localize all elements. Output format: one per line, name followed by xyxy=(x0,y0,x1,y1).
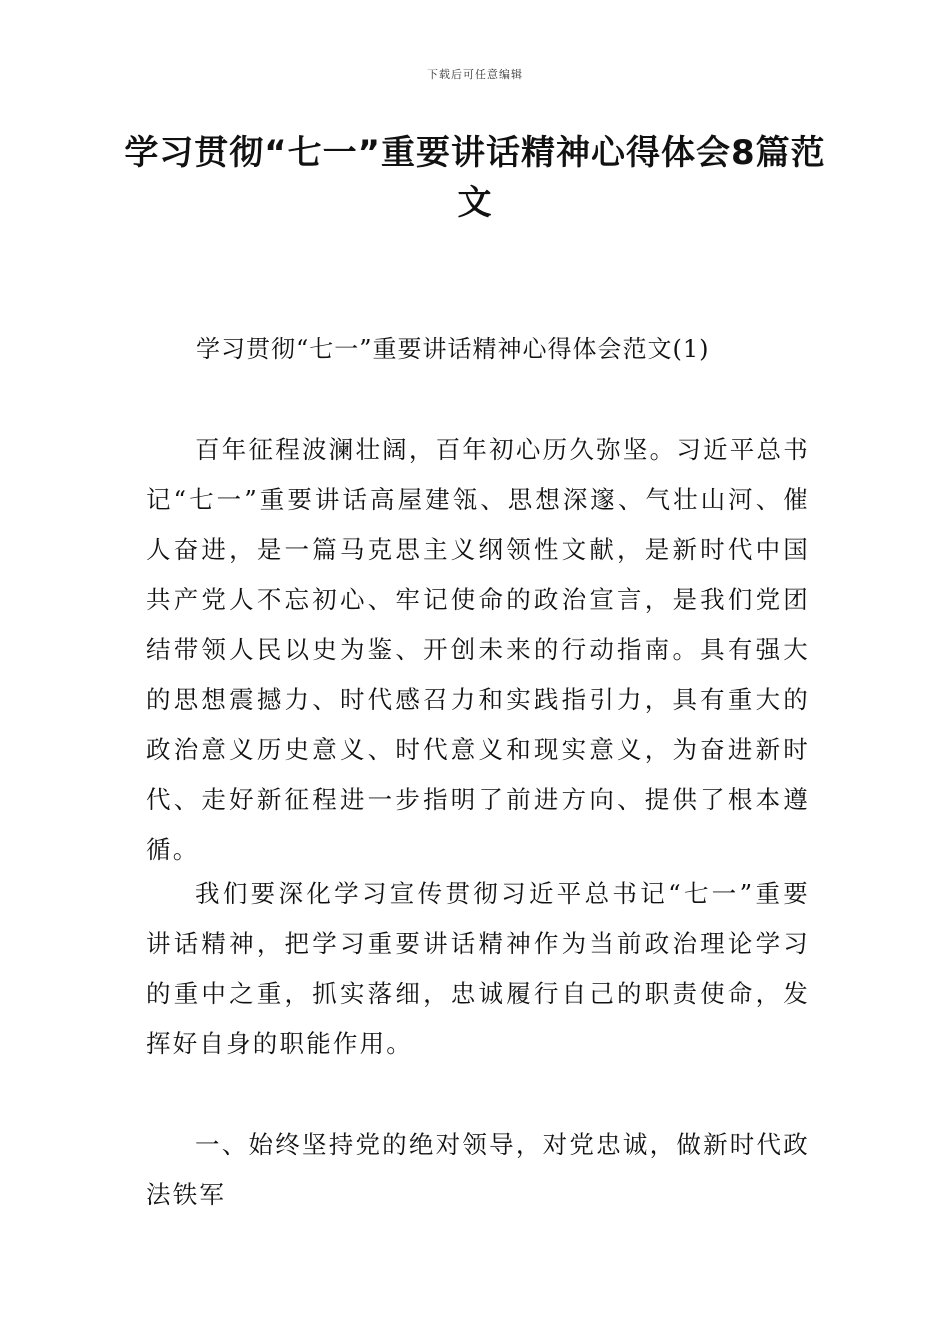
document-title: 学习贯彻“七一”重要讲话精神心得体会8篇范文 xyxy=(124,133,826,223)
header-note: 下载后可任意编辑 xyxy=(427,68,523,81)
body-paragraph-3: 一、始终坚持党的绝对领导，对党忠诚，做新时代政法铁军 xyxy=(146,1130,810,1209)
section-heading: 学习贯彻“七一”重要讲话精神心得体会范文(1) xyxy=(196,335,710,363)
body-paragraph-2: 我们要深化学习宣传贯彻习近平总书记“七一”重要讲话精神，把学习重要讲话精神作为当前政治理论学习的重中之重，抓实落细，忠诚履行自己的职责使命，发挥好自身的职能作用。 xyxy=(146,879,810,1058)
body-paragraph-1: 百年征程波澜壮阔，百年初心历久弥坚。习近平总书记“七一”重要讲话高屋建瓴、思想深邃、气壮山河、催人奋进，是一篇马克思主义纲领性文献，是新时代中国共产党人不忘初心、牢记使命的政治宣言，是我们党团结带领人民以史为鉴、开创未来的行动指南。具有强大的思想震撼力、时代感召力和实践指引力，具有重大的政治意义历史意义、时代意义和现实意义，为奋进新时代、走好新征程进一步指明了前进方向、提供了根本遵循。 xyxy=(146,435,810,864)
